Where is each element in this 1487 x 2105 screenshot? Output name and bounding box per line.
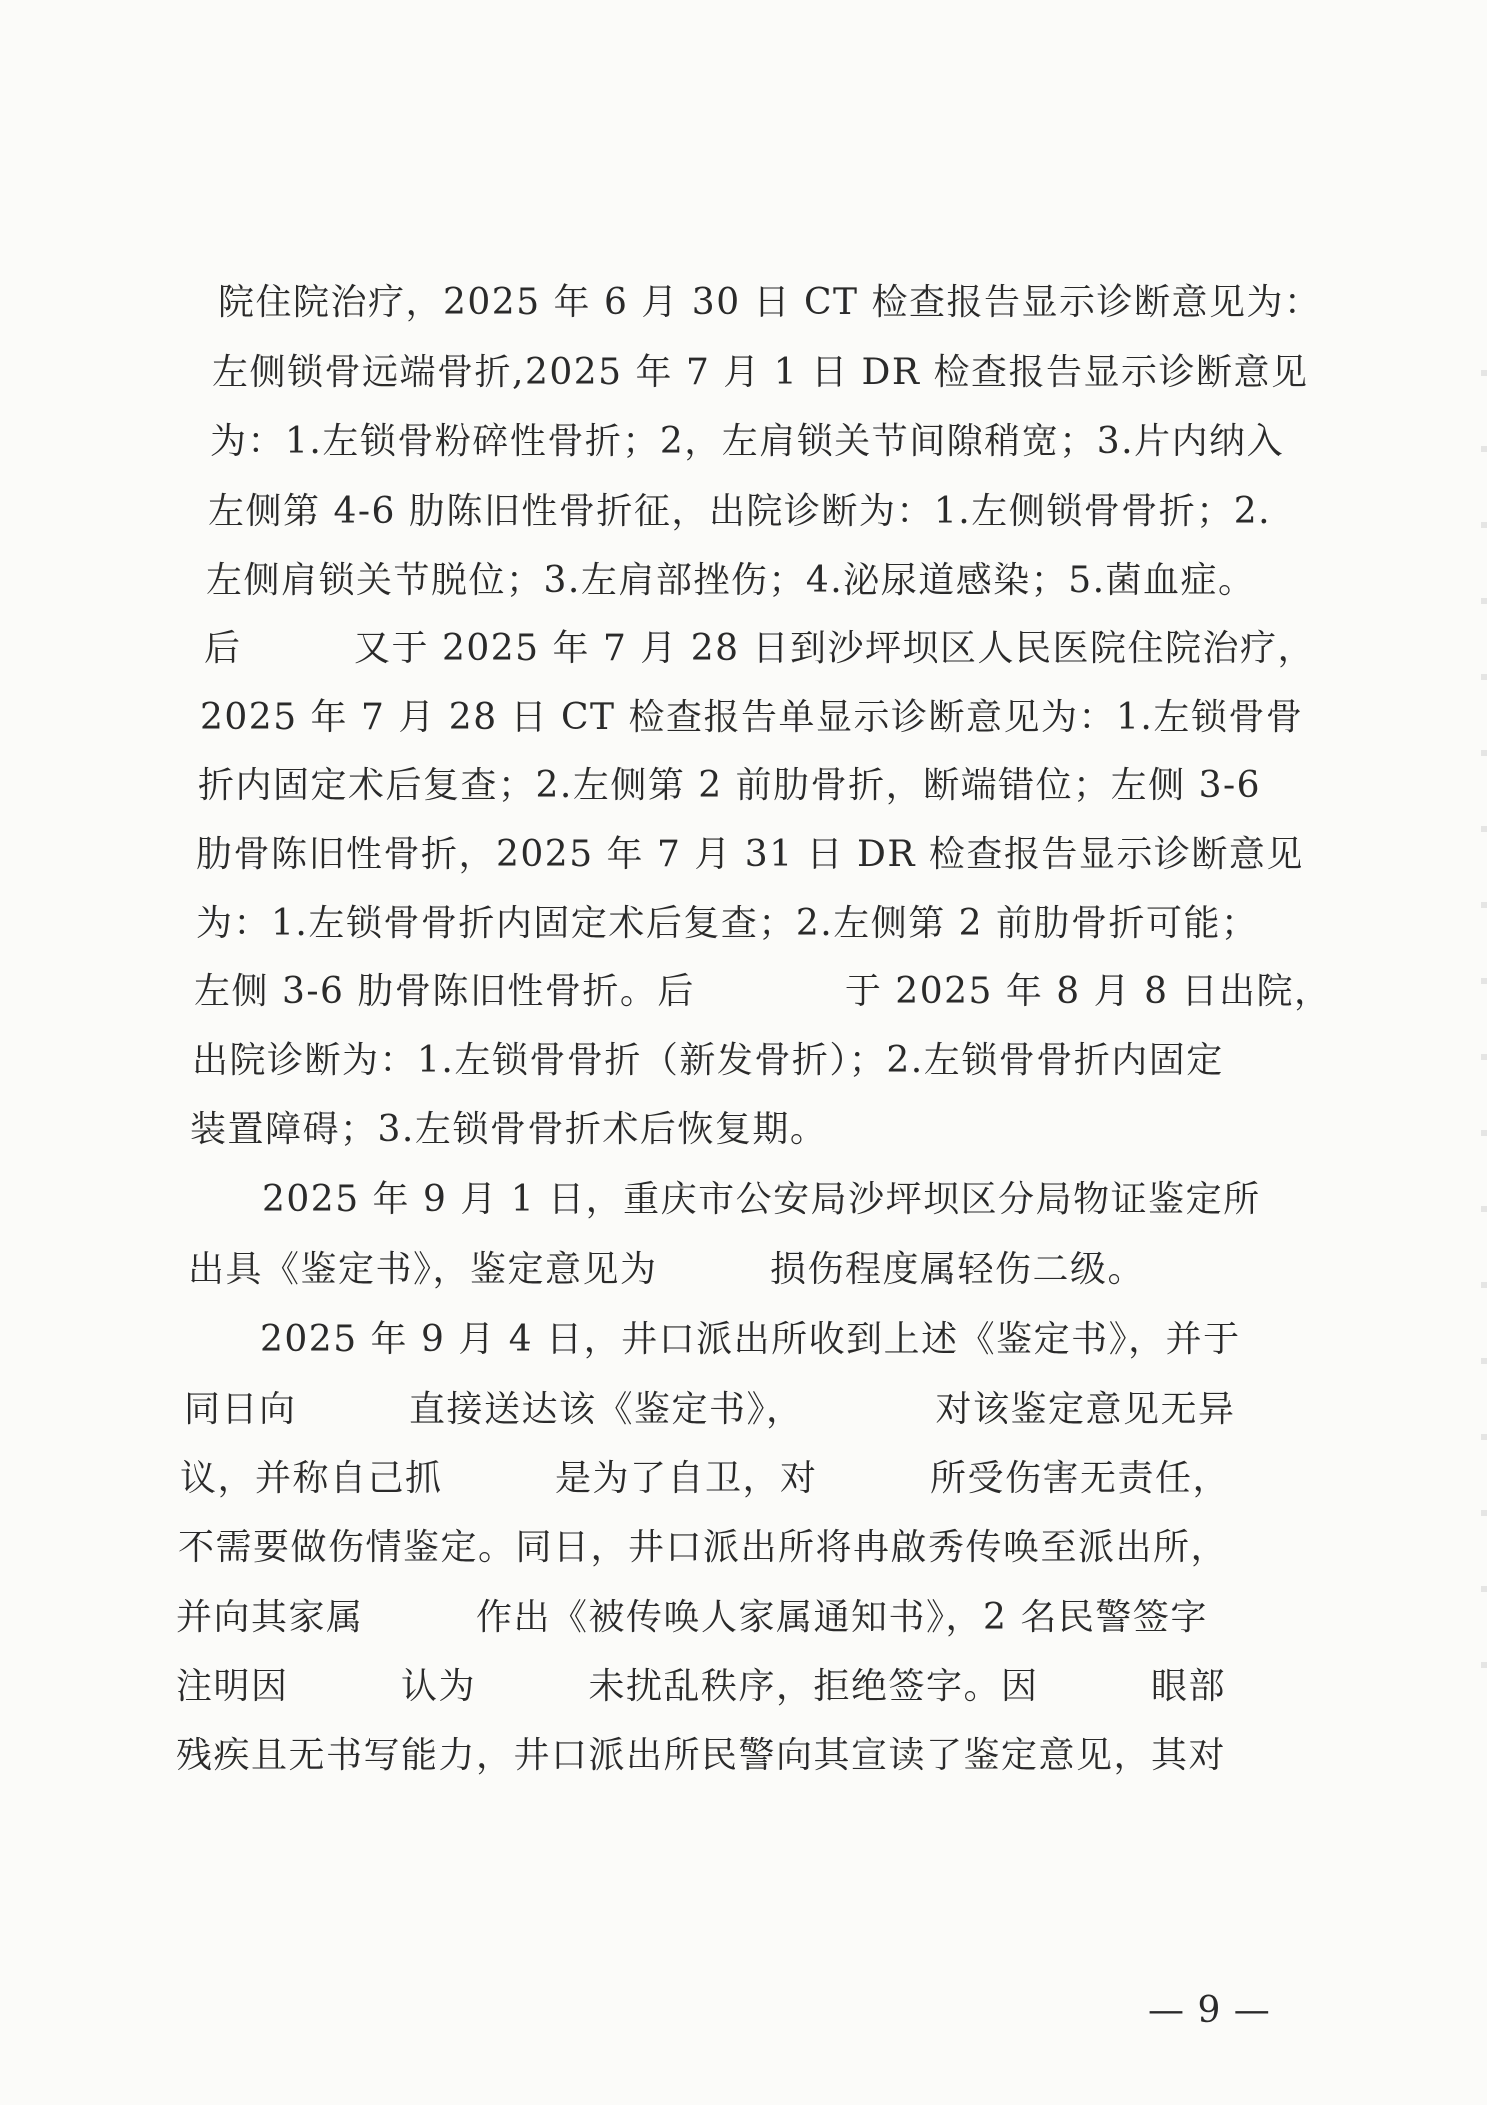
text-line: 左侧第 4-6 肋陈旧性骨折征，出院诊断为：1.左侧锁骨骨折；2. [208,491,1272,532]
text-line: 左侧锁骨远端骨折,2025 年 7 月 1 日 DR 检查报告显示诊断意见 [212,352,1309,393]
text-line: 同日向 直接送达该《鉴定书》， 对该鉴定意见无异 [184,1389,1236,1430]
text-line: 后 又于 2025 年 7 月 28 日到沙坪坝区人民医院住院治疗， [204,628,1315,669]
text-line: 院住院治疗，2025 年 6 月 30 日 CT 检查报告显示诊断意见为： [218,282,1322,323]
text-line: 出具《鉴定书》，鉴定意见为 损伤程度属轻伤二级。 [188,1249,1146,1290]
text-line: 议，并称自己抓 是为了自卫，对 所受伤害无责任， [180,1458,1231,1499]
text-line: 肋骨陈旧性骨折，2025 年 7 月 31 日 DR 检查报告显示诊断意见 [196,834,1304,875]
text-line: 不需要做伤情鉴定。同日，井口派出所将冉啟秀传唤至派出所， [178,1527,1229,1568]
text-line: 2025 年 9 月 4 日，井口派出所收到上述《鉴定书》，并于 [260,1319,1241,1360]
scan-edge-marks [1481,300,1487,1700]
text-line: 为：1.左锁骨骨折内固定术后复查；2.左侧第 2 前肋骨折可能； [196,903,1259,944]
text-line: 2025 年 7 月 28 日 CT 检查报告单显示诊断意见为：1.左锁骨骨 [200,697,1304,738]
text-line: 装置障碍；3.左锁骨骨折术后恢复期。 [190,1109,828,1150]
text-line: 为：1.左锁骨粉碎性骨折；2，左肩锁关节间隙稍宽；3.片内纳入 [210,421,1285,462]
text-line: 2025 年 9 月 1 日，重庆市公安局沙坪坝区分局物证鉴定所 [262,1179,1261,1220]
page-number: — 9 — [1148,1990,1271,2031]
text-line: 左侧 3-6 肋骨陈旧性骨折。后 于 2025 年 8 月 8 日出院， [194,971,1332,1012]
text-line: 并向其家属 作出《被传唤人家属通知书》，2 名民警签字 [176,1597,1208,1638]
text-line: 残疾且无书写能力，井口派出所民警向其宣读了鉴定意见，其对 [176,1735,1227,1776]
text-line: 折内固定术后复查；2.左侧第 2 前肋骨折，断端错位；左侧 3-6 [198,765,1262,806]
text-line: 左侧肩锁关节脱位；3.左肩部挫伤；4.泌尿道感染；5.菌血症。 [206,560,1256,601]
text-line: 出院诊断为：1.左锁骨骨折（新发骨折）；2.左锁骨骨折内固定 [192,1040,1224,1081]
text-line: 注明因 认为 未扰乱秩序，拒绝签字。因 眼部 [176,1666,1227,1707]
